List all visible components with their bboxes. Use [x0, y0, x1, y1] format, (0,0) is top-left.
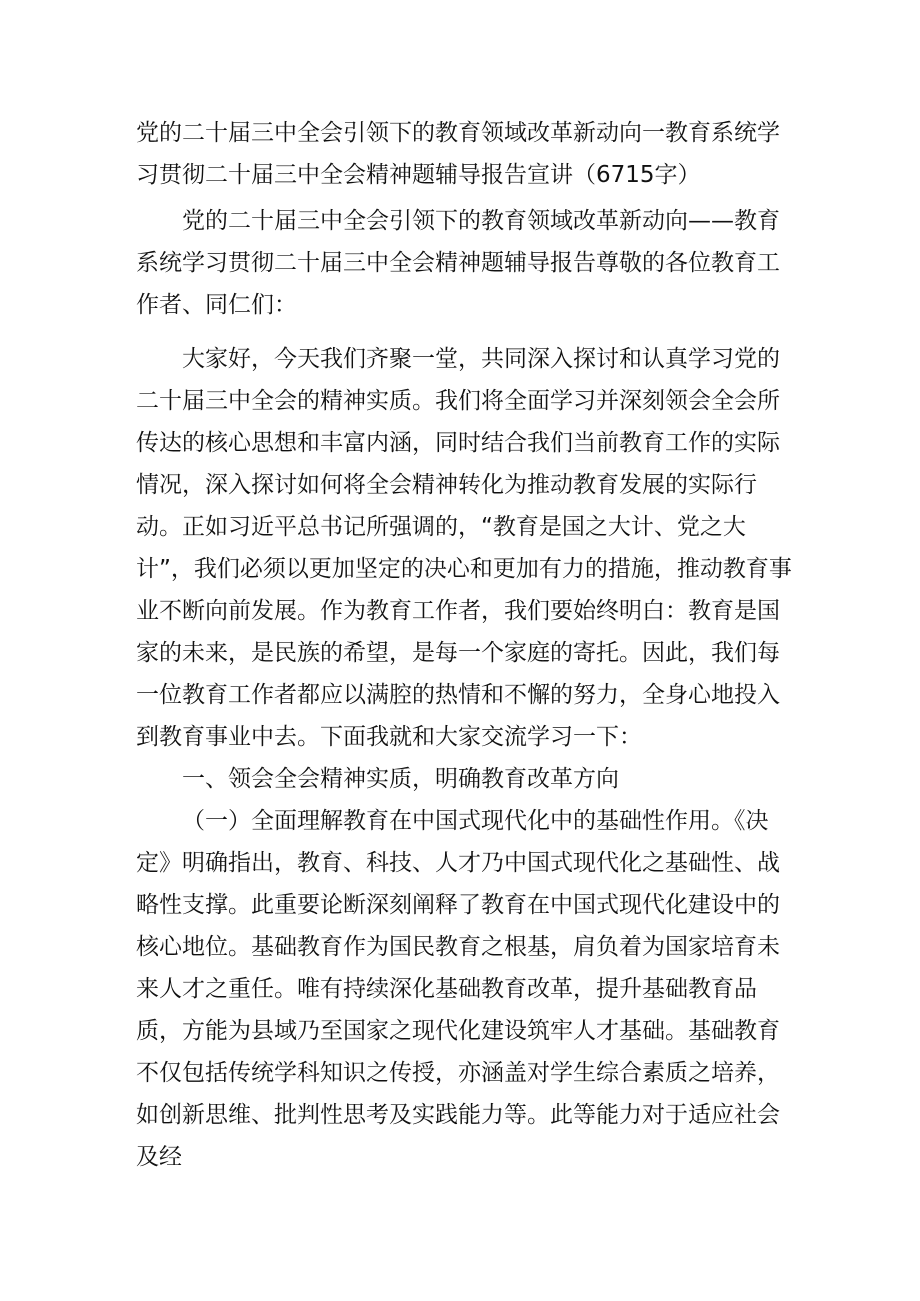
- body-paragraph: （一）全面理解教育在中国式现代化中的基础性作用。《决定》明确指出，教育、科技、人才乃中国式现代化之基础性、战略性支撑。此重要论断深刻阐释了教育在中国式现代化建设中的核心地位。基础教育作为国民教育之根基，肩负着为国家培育未来人才之重任。唯有持续深化基础教育改革，提升基础教育品质，方能为县域乃至国家之现代化建设筑牢人才基础。基础教育不仅包括传统学科知识之传授，亦涵盖对学生综合素质之培养，如创新思维、批判性思考及实践能力等。此等能力对于适应社会及经: [136, 808, 780, 1170]
- greeting-paragraph: 大家好，今天我们齐聚一堂，共同深入探讨和认真学习党的二十届三中全会的精神实质。我们将全面学习并深刻领会全会所传达的核心思想和丰富内涵，同时结合我们当前教育工作的实际情况，深入探讨如何将全会精神转化为推动教育发展的实际行动。正如习近平总书记所强调的，“教育是国之大计、党之大计”，我们必须以更加坚定的决心和更加有力的措施，推动教育事业不断向前发展。作为教育工作者，我们要始终明白：教育是国家的未来，是民族的希望，是每一个家庭的寄托。因此，我们每一位教育工作者都应以满腔的热情和不懈的努力，全身心地投入到教育事业中去。下面我就和大家交流学习一下：: [136, 346, 792, 750]
- document-title: 党的二十届三中全会引领下的教育领域改革新动向一教育系统学习贯彻二十届三中全会精神题辅导报告宣讲（6715字）: [136, 120, 780, 188]
- section-heading: 一、领会全会精神实质，明确教育改革方向: [182, 766, 619, 792]
- intro-paragraph: 党的二十届三中全会引领下的教育领域改革新动向——教育系统学习贯彻二十届三中全会精神题辅导报告尊敬的各位教育工作者、同仁们：: [136, 208, 780, 318]
- document-body: [136, 200, 796, 1178]
